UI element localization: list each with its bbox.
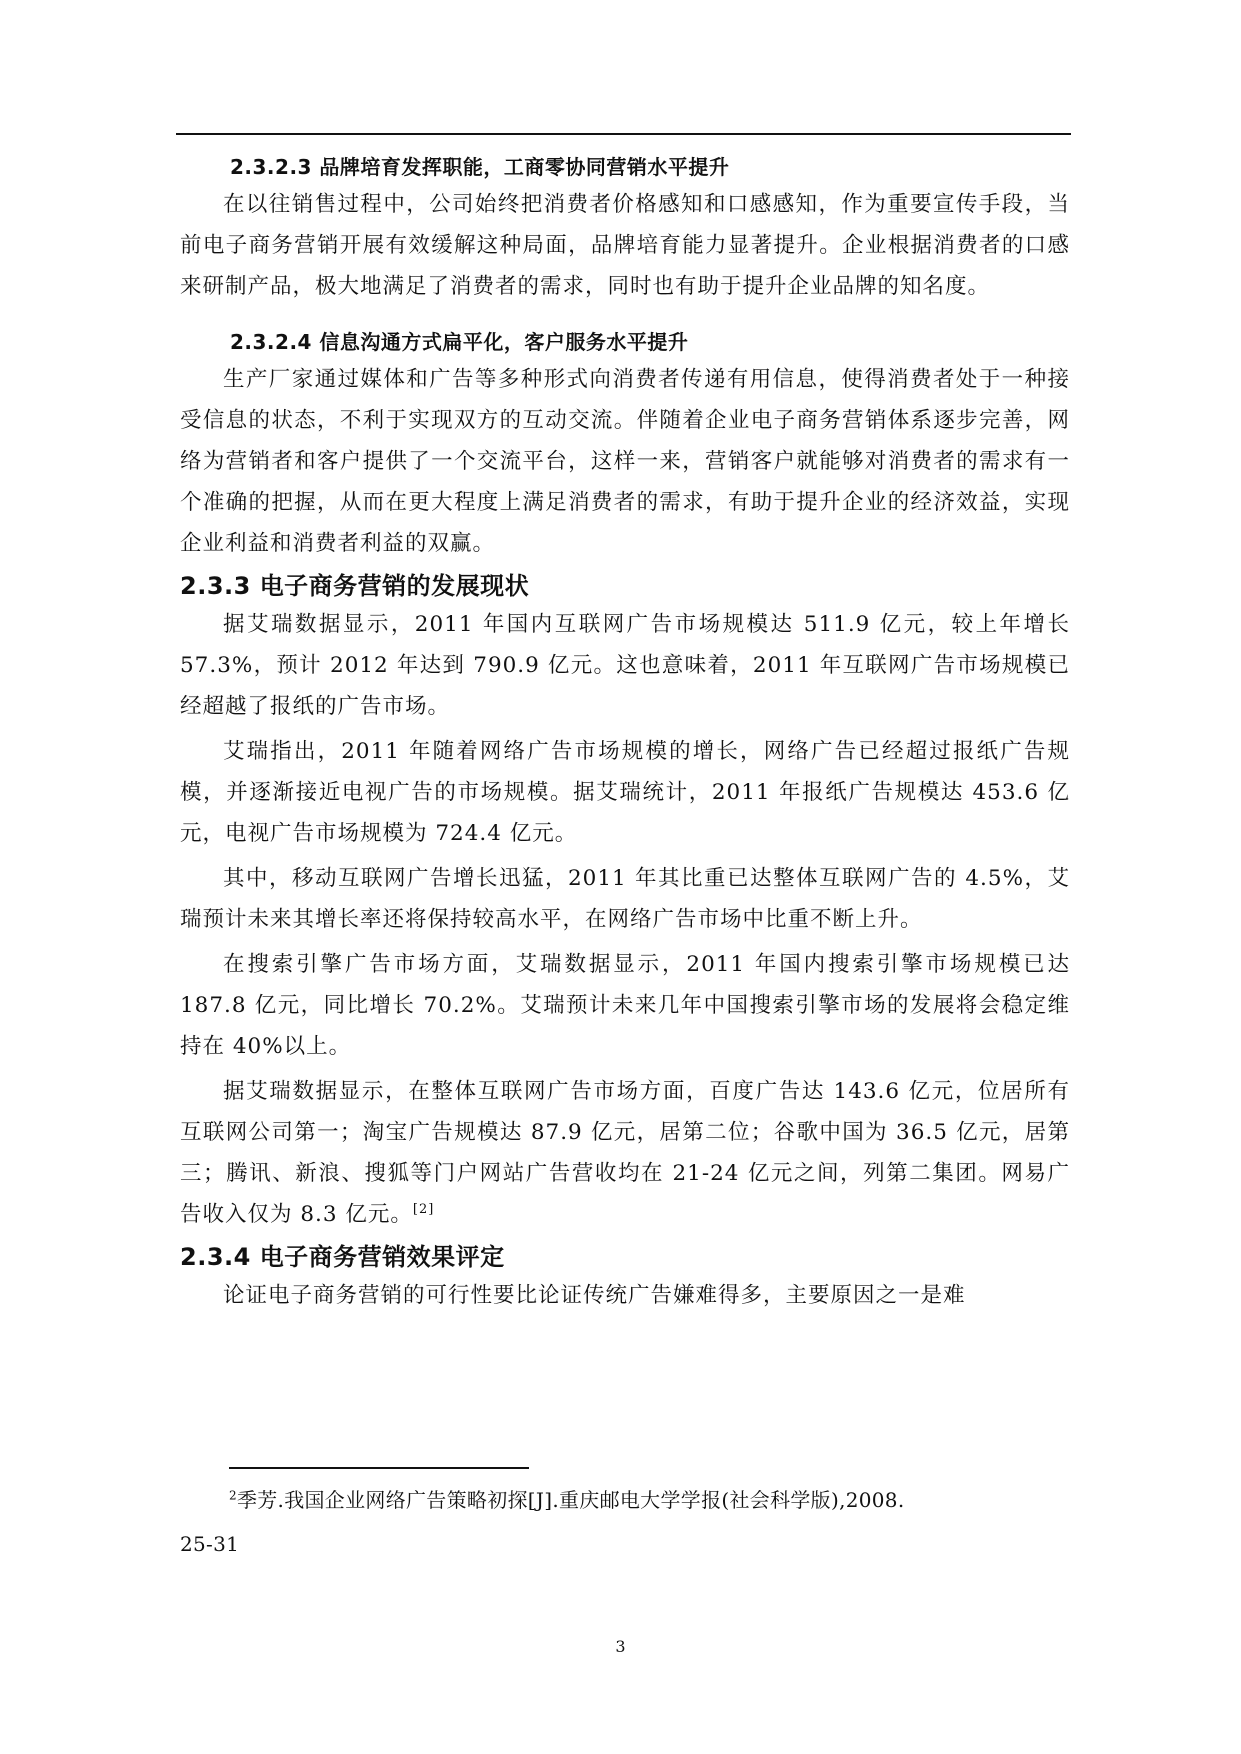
paragraph: 生产厂家通过媒体和广告等多种形式向消费者传递有用信息，使得消费者处于一种接受信息的状态，不利于实现双方的互动交流。伴随着企业电子商务营销体系逐步完善，网络为营销者和客户提供了一个交流平台，这样一来，营销客户就能够对消费者的需求有一个准确的把握，从而在更大程度上满足消费者的需求，有助于提升企业的经济效益，实现企业利益和消费者利益的双赢。 (180, 367, 1070, 556)
citation-ref: [2] (412, 1201, 435, 1217)
section-heading-2-3-2-3: 2.3.2.3 品牌培育发挥职能，工商零协同营销水平提升 (230, 155, 730, 179)
header-rule (176, 133, 1071, 135)
paragraph-text: 据艾瑞数据显示，在整体互联网广告市场方面，百度广告达 143.6 亿元，位居所有互联网公司第一；淘宝广告规模达 87.9 亿元，居第二位；谷歌中国为 36.5 亿元，居第三；腾讯、新浪、搜狐等门户网站广告营收均在 21-24 亿元之间，列第二集团。网易广告收入仅为 8.3 亿元。 (180, 1079, 1070, 1227)
paragraph: 在以往销售过程中，公司始终把消费者价格感知和口感感知，作为重要宣传手段，当前电子商务营销开展有效缓解这种局面，品牌培育能力显著提升。企业根据消费者的口感来研制产品，极大地满足了消费者的需求，同时也有助于提升企业品牌的知名度。 (180, 192, 1070, 299)
section-heading-2-3-4: 2.3.4 电子商务营销效果评定 (180, 1243, 505, 1271)
footnote (180, 1478, 1071, 1566)
footnote-mark: 2 (229, 1488, 237, 1503)
section-heading-2-3-3: 2.3.3 电子商务营销的发展现状 (180, 572, 530, 600)
paragraph: 其中，移动互联网广告增长迅猛，2011 年其比重已达整体互联网广告的 4.5%，艾瑞预计未来其增长率还将保持较高水平，在网络广告市场中比重不断上升。 (180, 866, 1070, 932)
paragraph: 据艾瑞数据显示，2011 年国内互联网广告市场规模达 511.9 亿元，较上年增长 57.3%，预计 2012 年达到 790.9 亿元。这也意味着，2011 年互联网广告市场规模已经超越了报纸的广告市场。 (180, 612, 1070, 719)
paragraph: 在搜索引擎广告市场方面，艾瑞数据显示，2011 年国内搜索引擎市场规模已达 187.8 亿元，同比增长 70.2%。艾瑞预计未来几年中国搜索引擎市场的发展将会稳定维持在 40%以上。 (180, 952, 1070, 1059)
footnote-text-cont: 25-31 (180, 1532, 240, 1556)
paragraph: 论证电子商务营销的可行性要比论证传统广告嫌难得多，主要原因之一是难 (223, 1283, 966, 1308)
paragraph-with-citation (180, 1071, 1070, 1235)
page-number: 3 (615, 1637, 626, 1656)
body-content (180, 150, 1070, 1320)
footnote-text: 季芳.我国企业网络广告策略初探[J].重庆邮电大学学报(社会科学版),2008. (236, 1488, 905, 1512)
footnote-rule (229, 1467, 529, 1469)
section-heading-2-3-2-4: 2.3.2.4 信息沟通方式扁平化，客户服务水平提升 (230, 330, 689, 354)
paragraph: 艾瑞指出，2011 年随着网络广告市场规模的增长，网络广告已经超过报纸广告规模，并逐渐接近电视广告的市场规模。据艾瑞统计，2011 年报纸广告规模达 453.6 亿元，电视广告市场规模为 724.4 亿元。 (180, 739, 1070, 846)
